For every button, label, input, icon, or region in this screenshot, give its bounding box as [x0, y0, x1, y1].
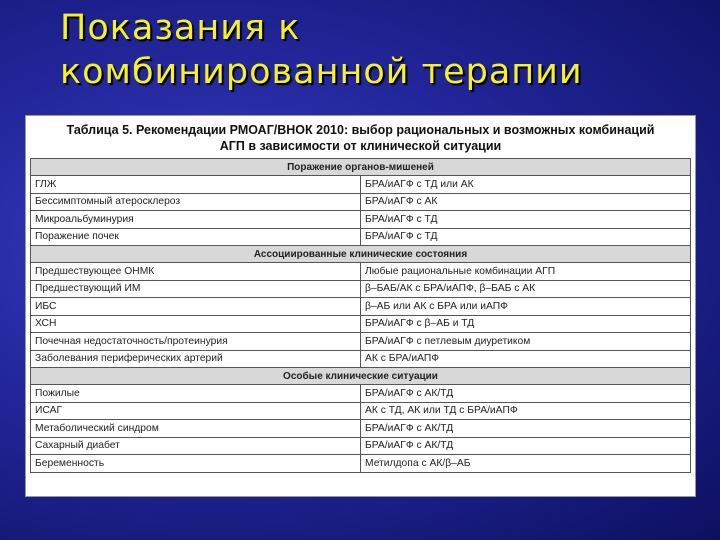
therapy-cell: Метилдопа с АК/β–АБ [361, 455, 691, 473]
condition-cell: Бессимптомный атеросклероз [31, 193, 361, 211]
therapy-cell: БРА/иАГФ с петлевым диуретиком [361, 333, 691, 351]
condition-cell: ГЛЖ [31, 176, 361, 194]
therapy-cell: БРА/иАГФ с АК/ТД [361, 420, 691, 438]
table-row [31, 315, 691, 333]
therapy-cell: β–АБ или АК с БРА или иАПФ [361, 298, 691, 316]
therapy-cell: БРА/иАГФ с АК [361, 193, 691, 211]
table-caption-line-1: Таблица 5. Рекомендации РМОАГ/ВНОК 2010: выбор рациональных и возможных комбинаций [66, 123, 655, 137]
therapy-cell: БРА/иАГФ с ТД [361, 228, 691, 246]
table-row [31, 298, 691, 316]
section-heading: Ассоциированные клинические состояния [31, 246, 691, 263]
therapy-cell: БРА/иАГФ с ТД или АК [361, 176, 691, 194]
table-row [31, 437, 691, 455]
table-row [31, 350, 691, 368]
condition-cell: Предшествующий ИМ [31, 280, 361, 298]
condition-cell: Сахарный диабет [31, 437, 361, 455]
condition-cell: Предшествующее ОНМК [31, 263, 361, 281]
therapy-cell: Любые рациональные комбинации АГП [361, 263, 691, 281]
therapy-cell: АК с ТД, АК или ТД с БРА/иАПФ [361, 402, 691, 420]
table-row [31, 193, 691, 211]
table-caption-line-2: АГП в зависимости от клинической ситуации [219, 139, 502, 153]
recommendations-table [30, 158, 691, 473]
condition-cell: ХСН [31, 315, 361, 333]
table-row [31, 385, 691, 403]
recommendations-table-card [25, 115, 696, 497]
table-row [31, 455, 691, 473]
condition-cell: Пожилые [31, 385, 361, 403]
condition-cell: Беременность [31, 455, 361, 473]
table-row [31, 263, 691, 281]
condition-cell: Почечная недостаточность/протеинурия [31, 333, 361, 351]
table-row [31, 333, 691, 351]
slide-title-line-2: комбинированной терапии [60, 52, 583, 92]
table-row [31, 211, 691, 229]
therapy-cell: β–БАБ/АК с БРА/иАПФ, β–БАБ с АК [361, 280, 691, 298]
therapy-cell: БРА/иАГФ с АК/ТД [361, 437, 691, 455]
table-row [31, 176, 691, 194]
therapy-cell: БРА/иАГФ с АК/ТД [361, 385, 691, 403]
table-row [31, 402, 691, 420]
section-heading: Поражение органов-мишеней [31, 159, 691, 176]
table-caption [30, 122, 691, 154]
table-row [31, 280, 691, 298]
table-row [31, 420, 691, 438]
slide-title-line-1: Показания к [60, 8, 301, 48]
section-header-row [31, 159, 691, 176]
therapy-cell: БРА/иАГФ с ТД [361, 211, 691, 229]
therapy-cell: АК с БРА/иАПФ [361, 350, 691, 368]
table-row [31, 228, 691, 246]
section-header-row [31, 368, 691, 385]
condition-cell: Заболевания периферических артерий [31, 350, 361, 368]
condition-cell: Микроальбуминурия [31, 211, 361, 229]
section-header-row [31, 246, 691, 263]
condition-cell: ИСАГ [31, 402, 361, 420]
condition-cell: Поражение почек [31, 228, 361, 246]
therapy-cell: БРА/иАГФ с β–АБ и ТД [361, 315, 691, 333]
section-heading: Особые клинические ситуации [31, 368, 691, 385]
condition-cell: ИБС [31, 298, 361, 316]
condition-cell: Метаболический синдром [31, 420, 361, 438]
slide-title [60, 6, 700, 94]
